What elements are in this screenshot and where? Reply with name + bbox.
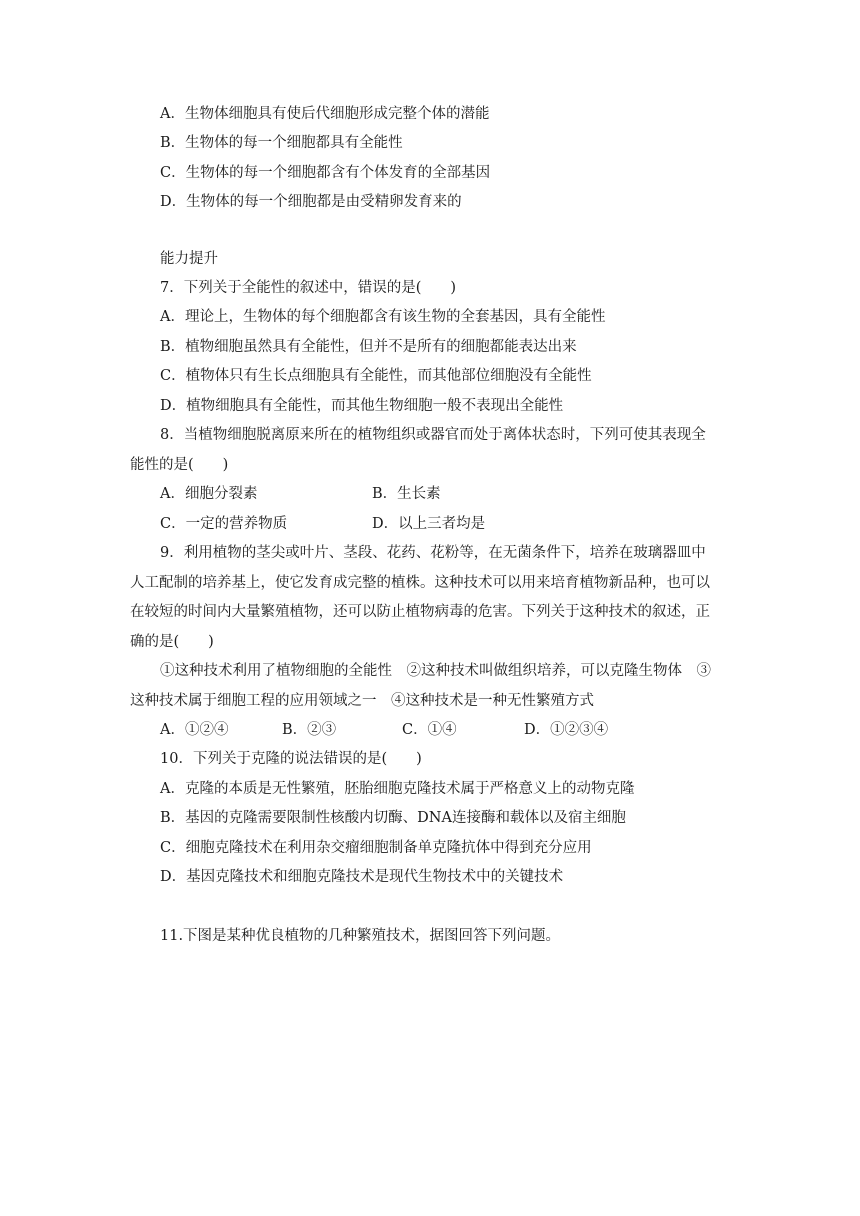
q6-option-a: A．生物体细胞具有使后代细胞形成完整个体的潜能 (160, 106, 490, 122)
q9-stem-line4: 确的是( ) (130, 634, 214, 650)
q9-option-d: D．①②③④ (524, 722, 609, 738)
q9-stem-line2: 人工配制的培养基上，使它发育成完整的植株。这种技术可以用来培育植物新品种，也可以 (130, 575, 710, 591)
q10-stem: 10．下列关于克隆的说法错误的是( ) (160, 751, 422, 767)
q8-stem-line2: 能性的是( ) (130, 457, 229, 473)
q10-option-b: B．基因的克隆需要限制性核酸内切酶、DNA连接酶和载体以及宿主细胞 (160, 810, 626, 826)
q11-stem: 11.下图是某种优良植物的几种繁殖技术，据图回答下列问题。 (160, 928, 561, 944)
q6-option-c: C．生物体的每一个细胞都含有个体发育的全部基因 (160, 165, 491, 181)
q9-statements-line1: ①这种技术利用了植物细胞的全能性 ②这种技术叫做组织培养，可以克隆生物体 ③ (160, 663, 711, 679)
q9-statements-line2: 这种技术属于细胞工程的应用领域之一 ④这种技术是一种无性繁殖方式 (130, 693, 594, 709)
q8-option-a: A．细胞分裂素 (160, 486, 258, 502)
q7-option-b: B．植物细胞虽然具有全能性，但并不是所有的细胞都能表达出来 (160, 339, 577, 355)
q9-stem-line1: 9．利用植物的茎尖或叶片、茎段、花药、花粉等，在无菌条件下，培养在玻璃器皿中 (160, 545, 706, 561)
q6-option-d: D．生物体的每一个细胞都是由受精卵发育来的 (160, 194, 462, 210)
q7-stem: 7．下列关于全能性的叙述中，错误的是( ) (160, 280, 457, 296)
q10-option-d: D．基因克隆技术和细胞克隆技术是现代生物技术中的关键技术 (160, 869, 564, 885)
section-title: 能力提升 (160, 251, 218, 267)
q6-option-b: B．生物体的每一个细胞都具有全能性 (160, 135, 403, 151)
q9-option-a: A．①②④ (160, 722, 229, 738)
q9-stem-line3: 在较短的时间内大量繁殖植物，还可以防止植物病毒的危害。下列关于这种技术的叙述，正 (130, 604, 710, 620)
q8-stem-line1: 8．当植物细胞脱离原来所在的植物组织或器官而处于离体状态时，下列可使其表现全 (160, 427, 706, 443)
q10-option-c: C．细胞克隆技术在利用杂交瘤细胞制备单克隆抗体中得到充分应用 (160, 840, 592, 856)
q7-option-c: C．植物体只有生长点细胞具有全能性，而其他部位细胞没有全能性 (160, 368, 592, 384)
q7-option-a: A．理论上，生物体的每个细胞都含有该生物的全套基因，具有全能性 (160, 309, 606, 325)
q9-option-b: B．②③ (282, 722, 337, 738)
q8-option-b: B．生长素 (372, 486, 441, 502)
q10-option-a: A．克隆的本质是无性繁殖，胚胎细胞克隆技术属于严格意义上的动物克隆 (160, 781, 635, 797)
q8-option-d: D．以上三者均是 (372, 516, 486, 532)
q7-option-d: D．植物细胞具有全能性，而其他生物细胞一般不表现出全能性 (160, 398, 564, 414)
q9-option-c: C．①④ (402, 722, 457, 738)
q8-option-c: C．一定的营养物质 (160, 516, 288, 532)
